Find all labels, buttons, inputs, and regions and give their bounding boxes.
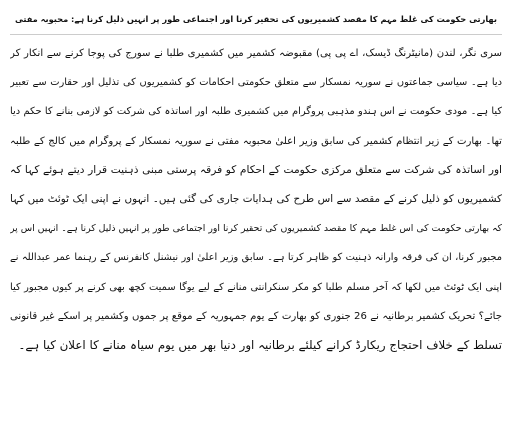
article-line: مجبور کرنا، ان کی فرقہ وارانہ ذہنیت کو ظاہر کرتا ہے۔ سابق وزیر اعلیٰ اور نیشنل کانفرنس کے رہنما عمر عبداللہ نے bbox=[10, 252, 502, 264]
article-body bbox=[10, 39, 502, 360]
article-line: کیا ہے۔ مودی حکومت نے اس ہندو مذہبی پروگرام میں کشمیری طلبہ اور اساتذہ کی شرکت کو لازمی بنانے کا حکم دیا bbox=[10, 106, 502, 118]
article-line: کشمیریوں کو ذلیل کرنے کے مقصد سے اس طرح کی ہدایات جاری کی گئی ہیں۔ انہوں نے اپنی ایک ٹوئٹ میں کہا bbox=[10, 193, 502, 206]
article-line: جائے؟ تحریک کشمیر برطانیہ نے 26 جنوری کو بھارت کے یوم جمہوریہ کے موقع پر جموں وکشمیر پر اسکے غیر قانونی bbox=[10, 310, 502, 322]
article-line: تھا۔ بھارت کے زیر انتظام کشمیر کی سابق وزیر اعلیٰ محبوبہ مفتی نے سوریہ نمسکار کے پروگرام میں کالج کے طلبہ bbox=[10, 135, 502, 147]
article-line: سری نگر، لندن (مانیٹرنگ ڈیسک، اے پی پی) مقبوضہ کشمیر میں کشمیری طلبا نے سورج کی پوجا کرنے سے انکار کر bbox=[10, 48, 502, 59]
article-line: تسلط کے خلاف احتجاج ریکارڈ کرانے کیلئے برطانیہ اور دنیا بھر میں یوم سیاہ منانے کا اعلان کیا ہے۔ bbox=[18, 338, 502, 353]
article-line: اور اساتذہ کی شرکت سے متعلق مرکزی حکومت کے احکام کو فرقہ پرستی مبنی ذہنیت قرار دیتے ہوئے کہا کہ bbox=[10, 163, 502, 176]
article-line: کہ بھارتی حکومت کی اس غلط مہم کا مقصد کشمیریوں کی تحقیر کرنا اور اجتماعی طور پر انہیں ذلیل کرنا ہے۔ انہیں اس پر bbox=[10, 223, 502, 235]
article-line: اپنی ایک ٹوئٹ میں لکھا کہ آخر مسلم طلبا کو مکر سنکرانتی منانے کے لیے یوگا سمیت کچھ بھی کرنے پر کیوں مجبور کیا bbox=[10, 281, 502, 293]
article-line: دیا ہے۔ سیاسی جماعتوں نے سوریہ نمسکار سے متعلق حکومتی احکامات کو کشمیریوں کی تذلیل اور حقارت سے تعبیر bbox=[10, 77, 502, 89]
article-headline: بھارتی حکومت کی غلط مہم کا مقصد کشمیریوں کی تحقیر کرنا اور اجتماعی طور پر انہیں ذلیل کرنا ہے: محبوبہ مفتی bbox=[10, 6, 502, 35]
